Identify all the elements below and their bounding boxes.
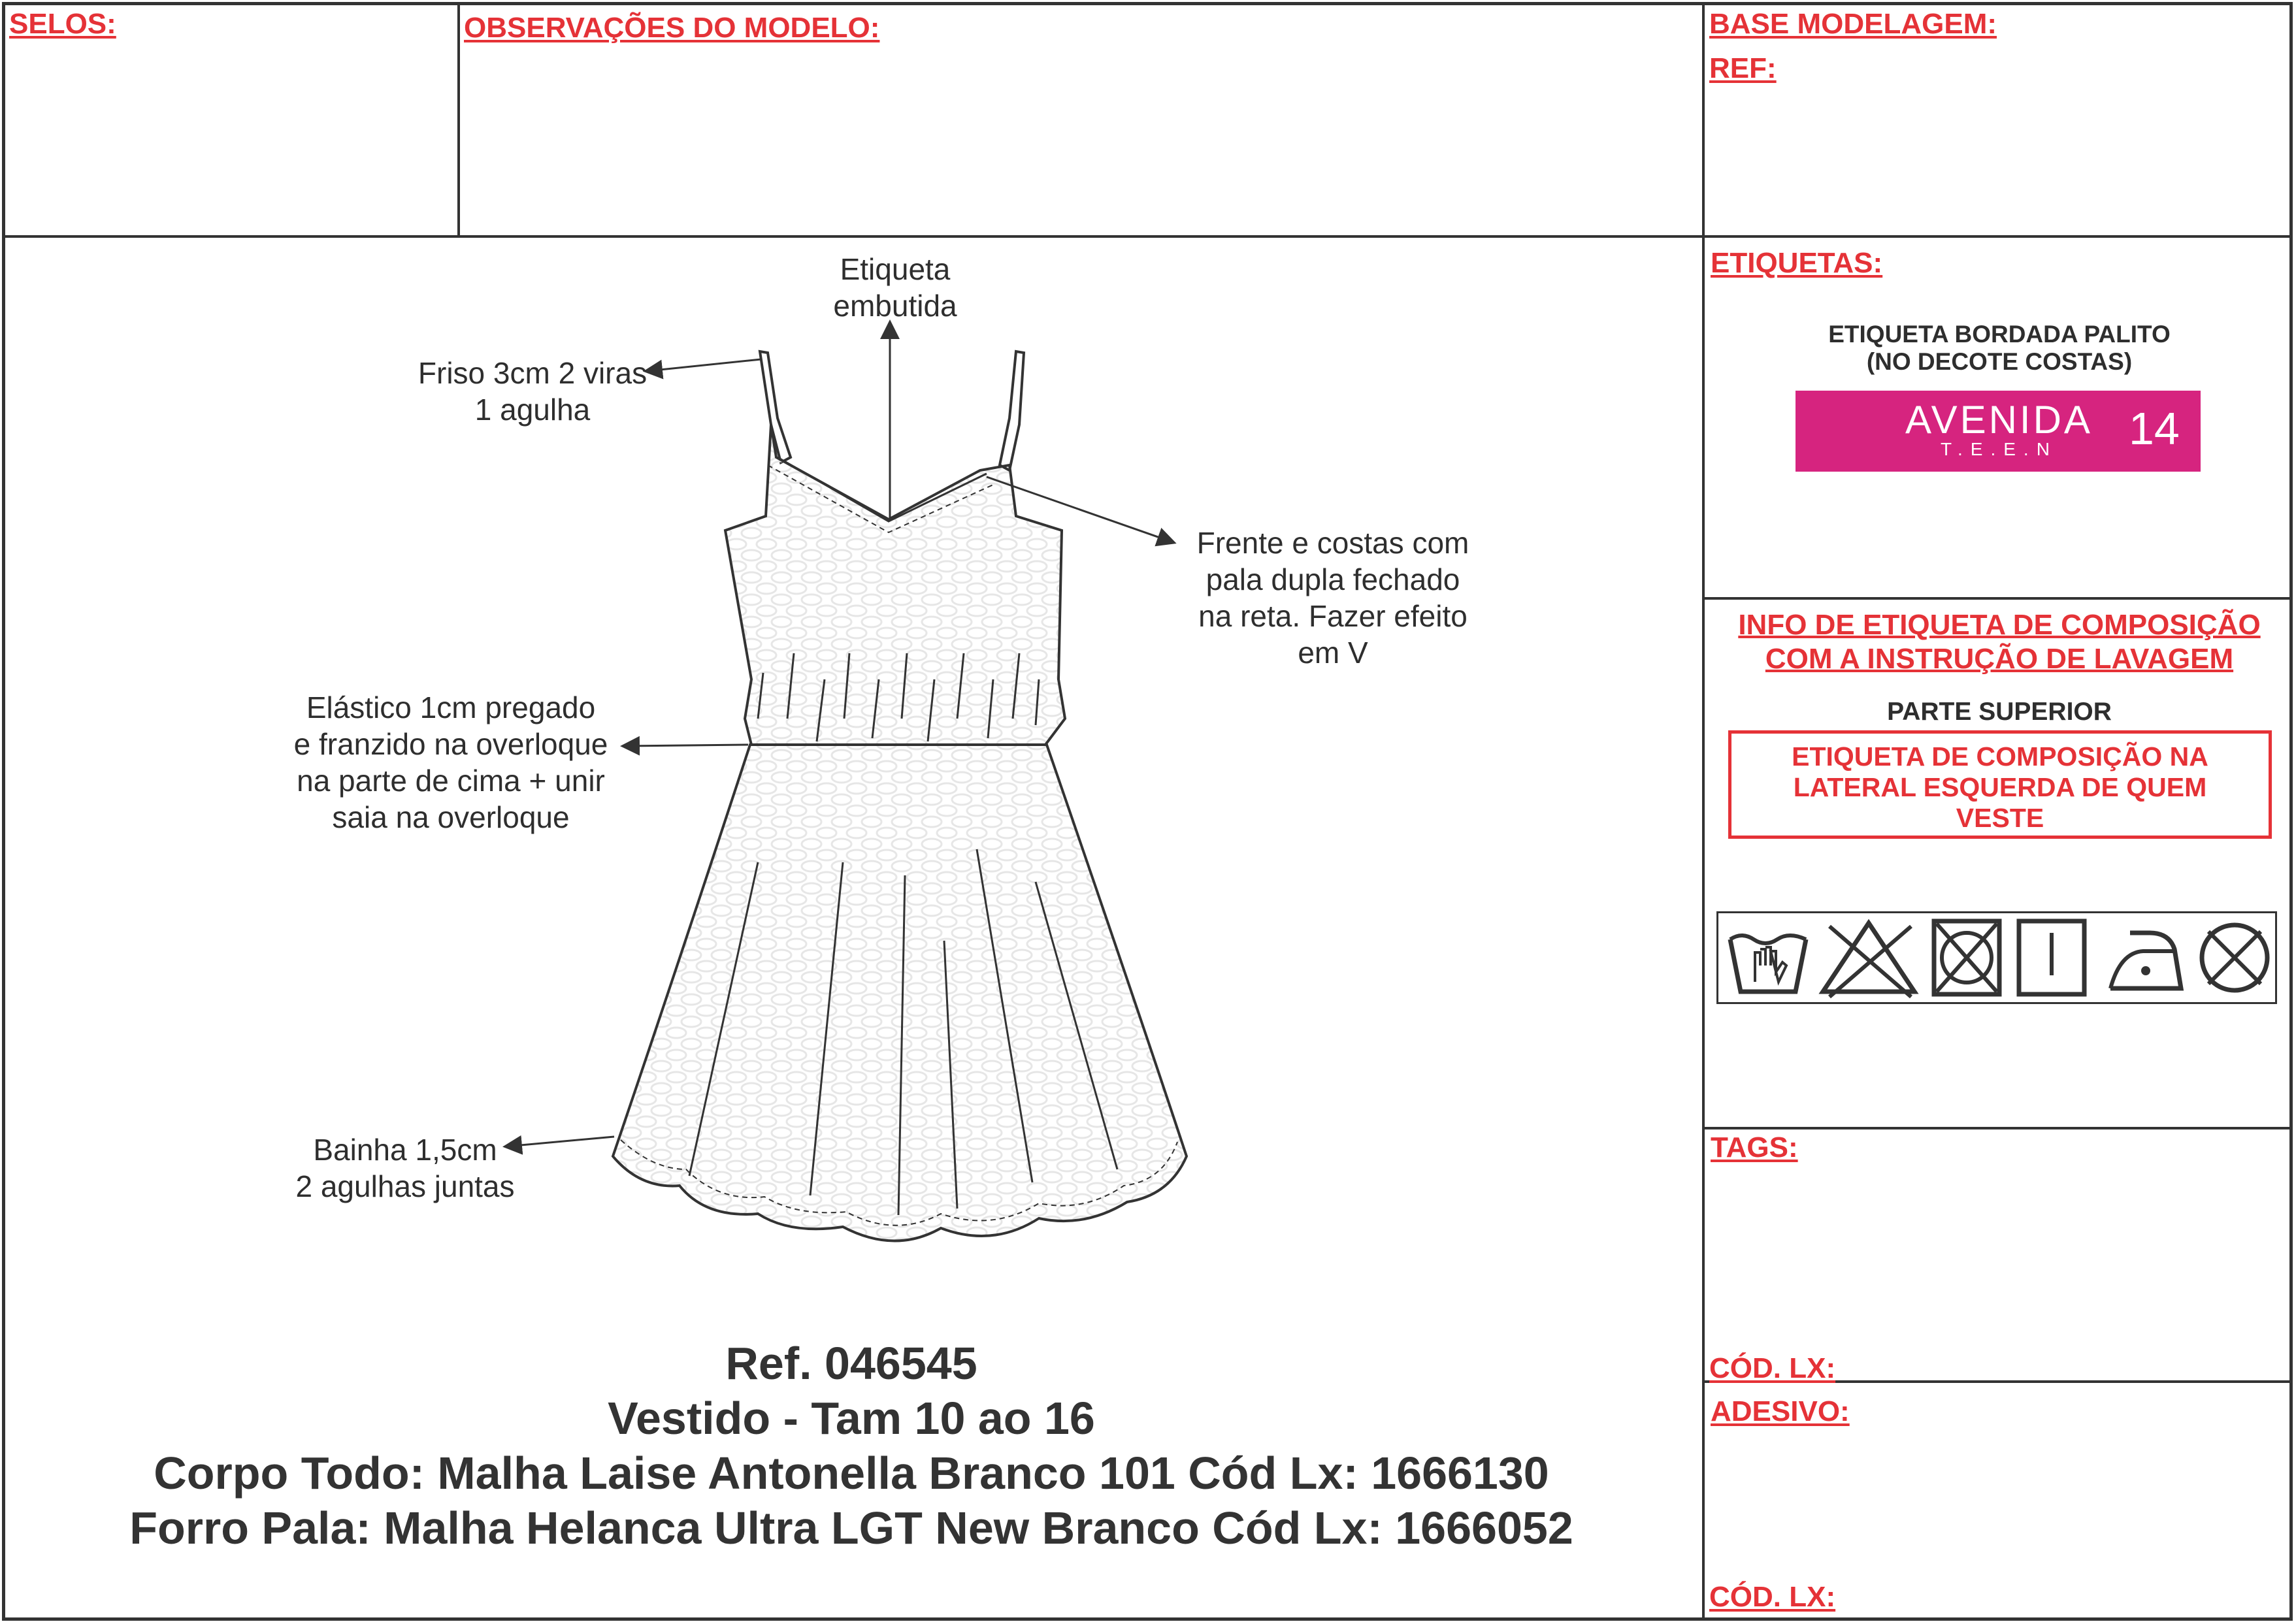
composicao-box-line-3: VESTE [1956,803,2044,833]
elastico-note: Elástico 1cm pregado e franzido na overloque na parte de cima + unir saia na overloque [293,690,608,834]
adesivo-label: ADESIVO: [1711,1395,1850,1427]
etiqueta-caption-2: (NO DECOTE COSTAS) [1866,348,2133,375]
etiquetas-divider [1702,597,2293,600]
ref-label: REF: [1709,52,1777,84]
line-dry-icon [2012,913,2091,1002]
brand-sub: T.E.E.N [1941,439,2058,459]
selos-label: SELOS: [9,8,116,40]
no-bleach-icon [1816,913,1921,1002]
base-modelagem-label: BASE MODELAGEM: [1709,8,1997,40]
no-tumble-dry-icon [1927,913,2006,1002]
product-corpo: Corpo Todo: Malha Laise Antonella Branco 101 Cód Lx: 1666130 [154,1448,1549,1499]
care-symbols [1716,911,2277,1004]
observacoes-label: OBSERVAÇÕES DO MODELO: [464,12,880,44]
hand-wash-icon [1722,913,1814,1002]
brand-label-avenida-teen [1796,391,2201,472]
composicao-title-2: COM A INSTRUÇÃO DE LAVAGEM [1765,643,2234,675]
friso-note: Friso 3cm 2 viras 1 agulha [418,356,648,427]
tags-cod-label: CÓD. LX: [1709,1352,1836,1384]
iron-low-icon [2104,913,2189,1002]
selos-divider [457,2,460,237]
etiqueta-embutida-note: Etiqueta embutida [833,252,957,323]
no-dry-clean-icon [2195,913,2274,1002]
bainha-note: Bainha 1,5cm 2 agulhas juntas [295,1133,515,1203]
composicao-divider [1702,1127,2293,1129]
base-divider [1702,235,2293,238]
brand-size: 14 [2129,403,2180,454]
tags-label: TAGS: [1711,1131,1798,1163]
adesivo-cod-label: CÓD. LX: [1709,1581,1836,1613]
pala-note: Frente e costas com pala dupla fechado na reta. Fazer efeito em V [1196,526,1469,670]
product-name: Vestido - Tam 10 ao 16 [608,1393,1095,1444]
product-ref: Ref. 046545 [725,1338,977,1389]
composicao-box-line-2: LATERAL ESQUERDA DE QUEM [1793,772,2207,802]
composicao-title-1: INFO DE ETIQUETA DE COMPOSIÇÃO [1738,609,2261,641]
product-forro: Forro Pala: Malha Helanca Ultra LGT New Branco Cód Lx: 1666052 [129,1502,1573,1553]
composicao-box-line-1: ETIQUETA DE COMPOSIÇÃO NA [1792,741,2208,771]
etiqueta-caption-1: ETIQUETA BORDADA PALITO [1828,321,2171,348]
composicao-box [1728,730,2272,839]
etiquetas-label: ETIQUETAS: [1711,247,1883,279]
parte-superior: PARTE SUPERIOR [1887,698,2112,726]
brand-name: AVENIDA [1905,398,2093,442]
